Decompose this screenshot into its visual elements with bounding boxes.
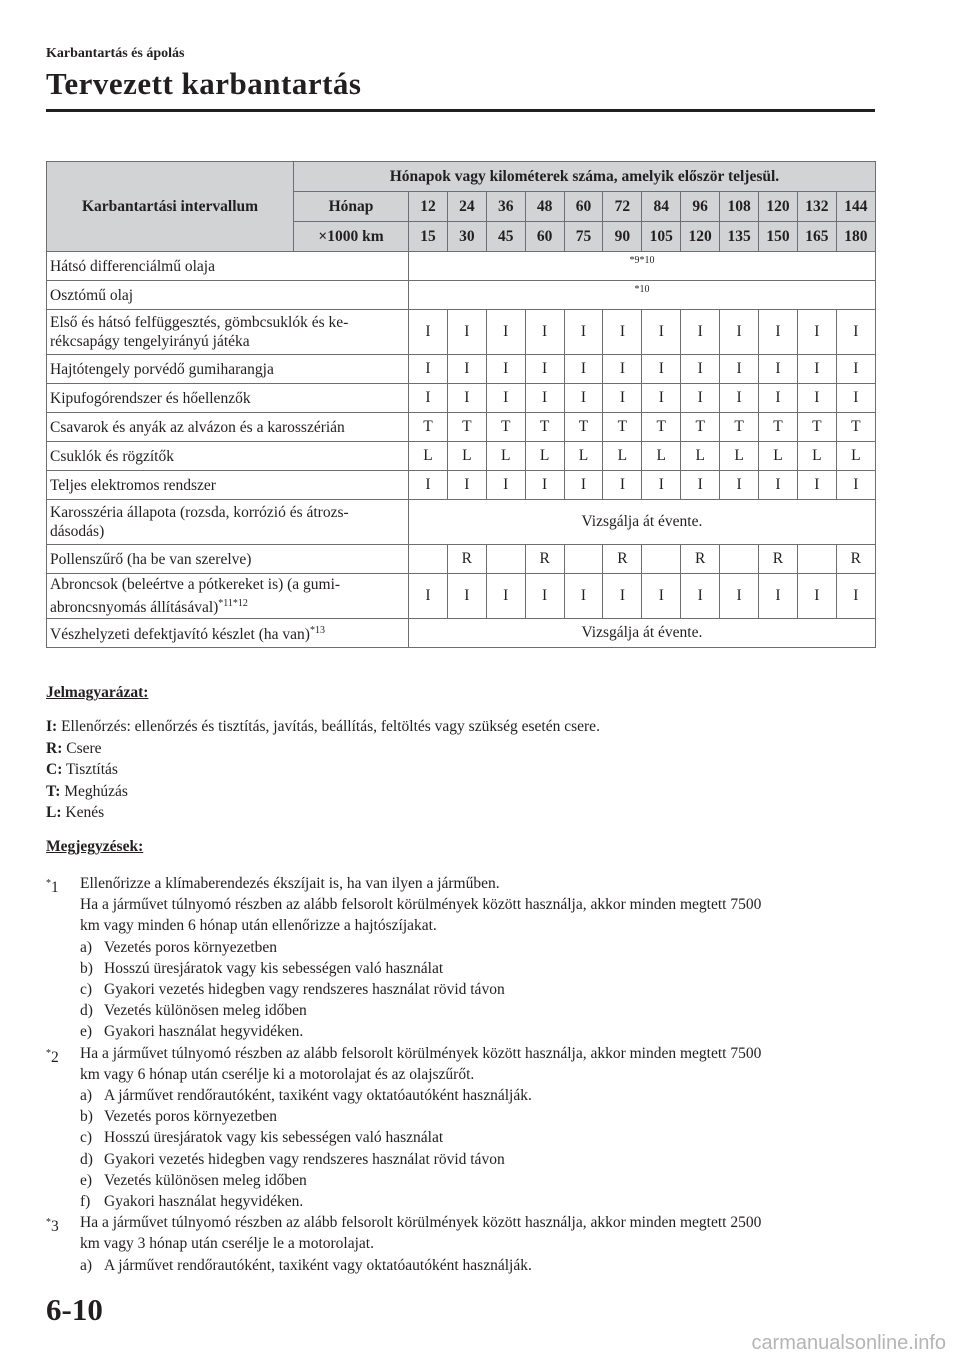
table-row (47, 413, 876, 442)
note-line: Ha a járművet túlnyomó részben az alább felsorolt körülmények között használja, akkor minden megtett 7500 (80, 1044, 762, 1062)
value-cell: I (603, 471, 642, 500)
maintenance-schedule-table (46, 161, 876, 648)
value-cell: I (564, 471, 603, 500)
value-cell: I (836, 574, 875, 619)
note-sub-letter: f) (80, 1193, 91, 1211)
value-cell: L (564, 442, 603, 471)
value-cell: I (836, 384, 875, 413)
km-cell: 15 (409, 222, 448, 252)
value-cell: I (486, 355, 525, 384)
value-cell: I (486, 574, 525, 619)
value-cell: I (642, 355, 681, 384)
value-cell: I (564, 355, 603, 384)
row-label: Csavarok és anyák az alvázon és a karosszérián (47, 413, 409, 442)
table-row (47, 545, 876, 574)
value-cell: I (720, 384, 759, 413)
value-cell: I (564, 574, 603, 619)
legend-item (46, 716, 600, 738)
value-cell: I (525, 384, 564, 413)
value-cell (720, 545, 759, 574)
value-cell: I (759, 384, 798, 413)
month-cell: 120 (759, 192, 798, 222)
month-cell: 96 (681, 192, 720, 222)
row-label: Csuklók és rögzítők (47, 442, 409, 471)
value-cell: I (564, 384, 603, 413)
span-cell (409, 281, 876, 310)
note-sub (80, 1255, 866, 1276)
value-cell: L (409, 442, 448, 471)
value-cell: I (409, 384, 448, 413)
legend-item (46, 781, 600, 803)
table-row (47, 574, 876, 619)
note-sub-letter: b) (80, 1108, 93, 1126)
value-cell (642, 545, 681, 574)
value-cell: L (759, 442, 798, 471)
value-cell: T (603, 413, 642, 442)
page-number: 6-10 (46, 1292, 103, 1327)
note-sub (80, 1106, 866, 1127)
value-cell: I (525, 355, 564, 384)
legend-key: I: (46, 718, 58, 735)
month-cell: 84 (642, 192, 681, 222)
title-rule (46, 109, 875, 112)
note-sub-text: Hosszú üresjáratok vagy kis sebességen való használat (104, 959, 444, 977)
value-cell: I (759, 310, 798, 355)
span-cell: Vizsgálja át évente. (409, 619, 876, 648)
month-cell: 48 (525, 192, 564, 222)
table-row (47, 442, 876, 471)
month-cell: 24 (447, 192, 486, 222)
note (46, 1043, 866, 1213)
value-cell: T (797, 413, 836, 442)
km-label: ×1000 km (294, 222, 409, 252)
value-cell: L (720, 442, 759, 471)
value-cell: R (447, 545, 486, 574)
km-cell: 60 (525, 222, 564, 252)
value-cell: I (720, 471, 759, 500)
note-sub (80, 1170, 866, 1191)
table-row (47, 384, 876, 413)
value-cell (409, 545, 448, 574)
note-number: *2 (46, 1047, 59, 1066)
row-label: Abroncsok (beleértve a pótkereket is) (a gumi- abroncsnyomás állításával)$^{*11*12}$ (47, 574, 409, 619)
legend-item (46, 738, 600, 760)
note-sub-text: Vezetés különösen meleg időben (104, 1171, 307, 1189)
value-cell: I (836, 471, 875, 500)
table-row (47, 619, 876, 648)
note-line: km vagy 3 hónap után cserélje le a motorolajat. (80, 1235, 374, 1253)
value-cell: I (525, 574, 564, 619)
table-row (47, 310, 876, 355)
month-cell: 144 (836, 192, 875, 222)
section-heading: Karbantartás és ápolás (46, 46, 185, 61)
span-cell: Vizsgálja át évente. (409, 500, 876, 545)
footnote-ref: *11*12 (218, 597, 248, 609)
value-cell: I (603, 574, 642, 619)
row-label: Vészhelyzeti defektjavító készlet (ha van)$^{*13}$ (47, 619, 409, 648)
row-label: Kipufogórendszer és hőellenzők (47, 384, 409, 413)
note-sub (80, 979, 866, 1000)
value-cell: I (409, 310, 448, 355)
note-sub-text: Vezetés poros környezetben (104, 938, 278, 956)
note-sub-text: Gyakori vezetés hidegben vagy rendszeres használat rövid távon (104, 1150, 505, 1168)
km-cell: 90 (603, 222, 642, 252)
legend-key: R: (46, 739, 63, 757)
note-sub (80, 937, 866, 958)
legend-key: C: (46, 761, 63, 778)
top-header: Hónapok vagy kilométerek száma, amelyik először teljesül. (294, 162, 876, 192)
note-sub-text: Vezetés különösen meleg időben (104, 1002, 307, 1020)
value-cell: I (447, 310, 486, 355)
legend-key: T: (46, 782, 61, 800)
note-sub-letter: a) (80, 1087, 93, 1105)
value-cell: I (447, 355, 486, 384)
row-label: Osztómű olaj (47, 281, 409, 310)
note-line: Ha a járművet túlnyomó részben az alább felsorolt körülmények között használja, akkor minden megtett 7500 (80, 896, 762, 914)
table-row (47, 355, 876, 384)
value-cell: R (525, 545, 564, 574)
table-row (47, 471, 876, 500)
km-cell: 75 (564, 222, 603, 252)
value-cell (797, 545, 836, 574)
km-cell: 30 (447, 222, 486, 252)
value-cell: L (525, 442, 564, 471)
km-cell: 45 (486, 222, 525, 252)
value-cell: L (642, 442, 681, 471)
note (46, 873, 866, 1043)
note-sub (80, 1149, 866, 1170)
row-label: Hátsó differenciálmű olaja (47, 252, 409, 281)
note-sub-text: Gyakori használat hegyvidéken. (104, 1193, 304, 1211)
note-sub-letter: c) (80, 1129, 93, 1147)
value-cell: L (603, 442, 642, 471)
month-cell: 12 (409, 192, 448, 222)
month-cell: 36 (486, 192, 525, 222)
footnote-ref: *10 (634, 284, 650, 295)
note-sub-text: Gyakori vezetés hidegben vagy rendszeres használat rövid távon (104, 981, 505, 999)
note-sub-letter: a) (80, 938, 93, 956)
legend-text: Meghúzás (64, 782, 128, 800)
note-line: km vagy minden 6 hónap után ellenőrizze a hajtószíjakat. (80, 917, 437, 935)
value-cell: I (759, 574, 798, 619)
table-row (47, 500, 876, 545)
note-sub (80, 1127, 866, 1148)
value-cell: I (603, 355, 642, 384)
month-cell: 72 (603, 192, 642, 222)
value-cell: L (681, 442, 720, 471)
legend-text: Csere (66, 739, 102, 757)
note-sub-text: A járművet rendőrautóként, taxiként vagy oktatóautóként használják. (104, 1087, 532, 1105)
value-cell: L (836, 442, 875, 471)
notes-list (46, 873, 866, 1276)
note-sub-letter: a) (80, 1256, 93, 1274)
value-cell: T (409, 413, 448, 442)
value-cell: I (720, 355, 759, 384)
note-sub-letter: e) (80, 1023, 93, 1041)
value-cell: T (447, 413, 486, 442)
note-sub (80, 1000, 866, 1021)
row-label: Pollenszűrő (ha be van szerelve) (47, 545, 409, 574)
row-label: Hajtótengely porvédő gumiharangja (47, 355, 409, 384)
note-sub-letter: d) (80, 1150, 93, 1168)
note-asterisk: * (46, 1047, 51, 1059)
legend-text: Tisztítás (65, 761, 118, 778)
note-line: Ha a járművet túlnyomó részben az alább felsorolt körülmények között használja, akkor minden megtett 2500 (80, 1214, 762, 1232)
note-sub-text: Gyakori használat hegyvidéken. (104, 1023, 304, 1041)
value-cell: I (681, 310, 720, 355)
value-cell: I (486, 384, 525, 413)
note-number: *3 (46, 1217, 59, 1236)
note-sub-letter: e) (80, 1171, 93, 1189)
value-cell: I (409, 574, 448, 619)
note-sub-letter: b) (80, 959, 93, 977)
value-cell: I (720, 310, 759, 355)
value-cell: I (797, 384, 836, 413)
value-cell: T (486, 413, 525, 442)
footnote-ref: *9*10 (629, 255, 655, 266)
value-cell: R (759, 545, 798, 574)
watermark: carmanualsonline.info (751, 1332, 946, 1354)
value-cell: I (525, 471, 564, 500)
value-cell: I (681, 355, 720, 384)
value-cell: R (681, 545, 720, 574)
row-label: Karosszéria állapota (rozsda, korrózió és átrozs- dásodás) (47, 500, 409, 545)
note-sub-text: Vezetés poros környezetben (104, 1108, 278, 1126)
value-cell: T (525, 413, 564, 442)
legend-item (46, 759, 600, 781)
value-cell: I (642, 310, 681, 355)
value-cell: I (603, 384, 642, 413)
value-cell: I (564, 310, 603, 355)
value-cell: L (797, 442, 836, 471)
value-cell (564, 545, 603, 574)
note-line: km vagy 6 hónap után cserélje ki a motorolajat és az olajszűrőt. (80, 1065, 475, 1083)
value-cell: I (642, 574, 681, 619)
note-sub (80, 958, 866, 979)
value-cell: L (486, 442, 525, 471)
value-cell: T (642, 413, 681, 442)
note-sub-text: A járművet rendőrautóként, taxiként vagy oktatóautóként használják. (104, 1256, 532, 1274)
note-sub-letter: c) (80, 981, 93, 999)
km-cell: 105 (642, 222, 681, 252)
value-cell: I (681, 471, 720, 500)
value-cell: I (642, 471, 681, 500)
legend-text: Kenés (65, 804, 105, 821)
value-cell: L (447, 442, 486, 471)
table-body (47, 252, 876, 648)
note-sub-text: Hosszú üresjáratok vagy kis sebességen való használat (104, 1129, 444, 1147)
value-cell: I (447, 574, 486, 619)
legend-text: Ellenőrzés: ellenőrzés és tisztítás, javítás, beállítás, feltöltés vagy szükség esetén csere. (61, 718, 600, 735)
value-cell: I (603, 310, 642, 355)
legend-list (46, 716, 600, 824)
value-cell: I (409, 471, 448, 500)
value-cell: T (720, 413, 759, 442)
value-cell: I (447, 384, 486, 413)
span-cell (409, 252, 876, 281)
note-sub (80, 1021, 866, 1042)
km-cell: 150 (759, 222, 798, 252)
row-label: Teljes elektromos rendszer (47, 471, 409, 500)
notes-heading: Megjegyzések: (46, 838, 144, 855)
legend-key: L: (46, 804, 62, 821)
note-sub-letter: d) (80, 1002, 93, 1020)
value-cell: I (681, 384, 720, 413)
value-cell: I (797, 471, 836, 500)
note-sub (80, 1085, 866, 1106)
value-cell: T (564, 413, 603, 442)
value-cell: R (836, 545, 875, 574)
value-cell: I (447, 471, 486, 500)
interval-header: Karbantartási intervallum (47, 162, 294, 252)
value-cell: I (681, 574, 720, 619)
value-cell: R (603, 545, 642, 574)
month-cell: 60 (564, 192, 603, 222)
value-cell: T (836, 413, 875, 442)
value-cell: I (409, 355, 448, 384)
value-cell: I (642, 384, 681, 413)
value-cell: I (797, 310, 836, 355)
value-cell: I (836, 310, 875, 355)
value-cell: I (797, 355, 836, 384)
table-row (47, 252, 876, 281)
legend-item (46, 802, 600, 824)
legend-heading: Jelmagyarázat: (46, 684, 149, 701)
km-cell: 180 (836, 222, 875, 252)
value-cell: T (759, 413, 798, 442)
value-cell: I (720, 574, 759, 619)
note (46, 1212, 866, 1276)
note-sub (80, 1191, 866, 1212)
row-label: Első és hátsó felfüggesztés, gömbcsuklók és ke- rékcsapágy tengelyirányú játéka (47, 310, 409, 355)
page-title: Tervezett karbantartás (46, 66, 362, 101)
km-cell: 120 (681, 222, 720, 252)
value-cell: I (759, 355, 798, 384)
km-cell: 135 (720, 222, 759, 252)
note-line: Ellenőrizze a klímaberendezés ékszíjait is, ha van ilyen a járműben. (80, 875, 500, 892)
value-cell: I (797, 574, 836, 619)
note-number: *1 (46, 878, 59, 897)
value-cell: T (681, 413, 720, 442)
month-label: Hónap (294, 192, 409, 222)
month-cell: 132 (797, 192, 836, 222)
value-cell: I (486, 471, 525, 500)
footnote-ref: *13 (309, 625, 325, 637)
table-row (47, 281, 876, 310)
value-cell: I (836, 355, 875, 384)
note-asterisk: * (46, 1217, 51, 1229)
value-cell: I (759, 471, 798, 500)
km-cell: 165 (797, 222, 836, 252)
note-asterisk: * (46, 878, 51, 889)
value-cell (486, 545, 525, 574)
value-cell: I (525, 310, 564, 355)
month-cell: 108 (720, 192, 759, 222)
value-cell: I (486, 310, 525, 355)
